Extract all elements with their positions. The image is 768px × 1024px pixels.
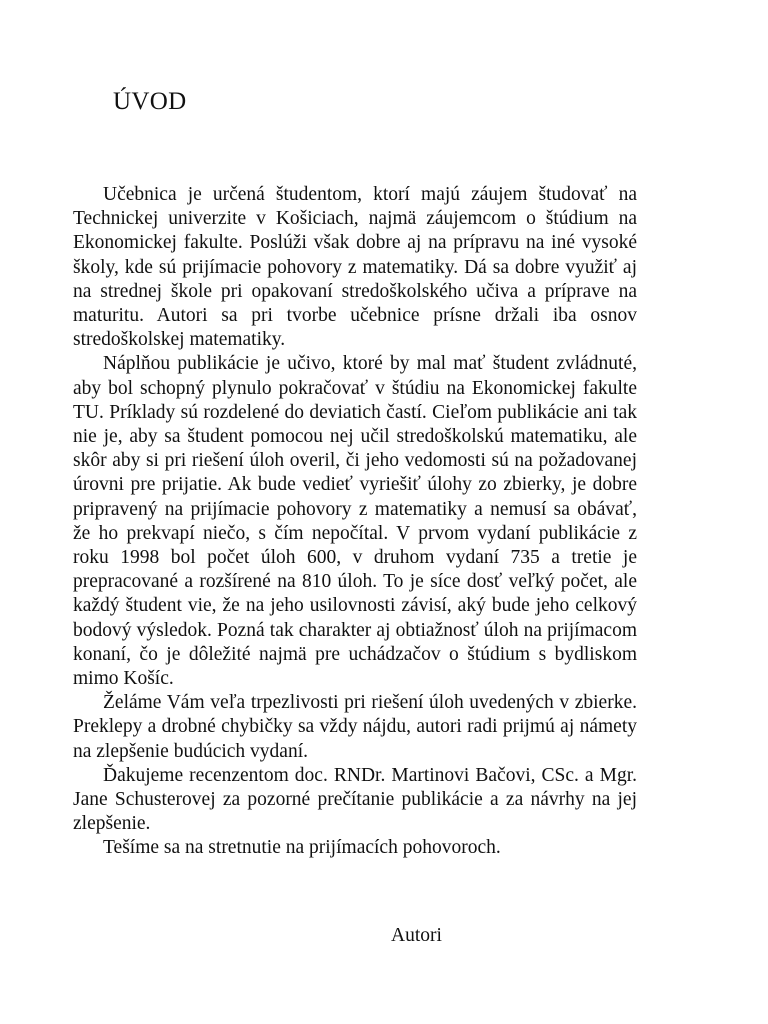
body-text — [73, 183, 637, 861]
paragraph-5: Tešíme sa na stretnutie na prijímacích pohovoroch. — [103, 837, 501, 859]
paragraph-4: Ďakujeme recenzentom doc. RNDr. Martinovi Bačovi, CSc. a Mgr. Jane Schusterovej za pozorné prečítanie publikácie a za návrhy na jej zlepšenie. — [73, 764, 637, 835]
page-title: ÚVOD — [113, 88, 187, 115]
paragraph-1: Učebnica je určená študentom, ktorí majú záujem študovať na Technickej univerzite v Košiciach, najmä záujemcom o štúdium na Ekonomickej fakulte. Poslúži však dobre aj na prípravu na iné vysoké školy, kde sú prijímacie pohovory z matematiky. Dá sa dobre využiť aj na strednej škole pri opakovaní stredoškolského učiva a príprave na maturitu. Autori sa pri tvorbe učebnice prísne držali iba osnov stredoškolskej matematiky. — [73, 184, 637, 351]
paragraph-2: Náplňou publikácie je učivo, ktoré by mal mať študent zvládnuté, aby bol schopný plynulo pokračovať v štúdiu na Ekonomickej fakulte TU. Príklady sú rozdelené do deviatich častí. Cieľom publikácie ani tak nie je, aby sa študent pomocou nej učil stredoškolskú matematiku, ale skôr aby si pri riešení úloh overil, či jeho vedomosti sú na požadovanej úrovni pre prijatie. Ak bude vedieť vyriešiť úlohy zo zbierky, je dobre pripravený na prijímacie pohovory z matematiky a nemusí sa obávať, že ho prekvapí niečo, s čím nepočítal. V prvom vydaní publikácie z roku 1998 bol počet úloh 600, v druhom vydaní 735 a tretie je prepracované a rozšírené na 810 úloh. To je síce dosť veľký počet, ale každý študent vie, že na jeho usilovnosti závisí, aký bude jeho celkový bodový výsledok. Pozná tak charakter aj obtiažnosť úloh na prijímacom konaní, čo je dôležité najmä pre uchádzačov o štúdium s bydliskom mimo Košíc. — [73, 353, 637, 690]
paragraph-3: Želáme Vám veľa trpezlivosti pri riešení úloh uvedených v zbierke. Preklepy a drobné chybičky sa vždy nájdu, autori radi prijmú aj námety na zlepšenie budúcich vydaní. — [73, 692, 637, 762]
signature: Autori — [391, 925, 442, 946]
